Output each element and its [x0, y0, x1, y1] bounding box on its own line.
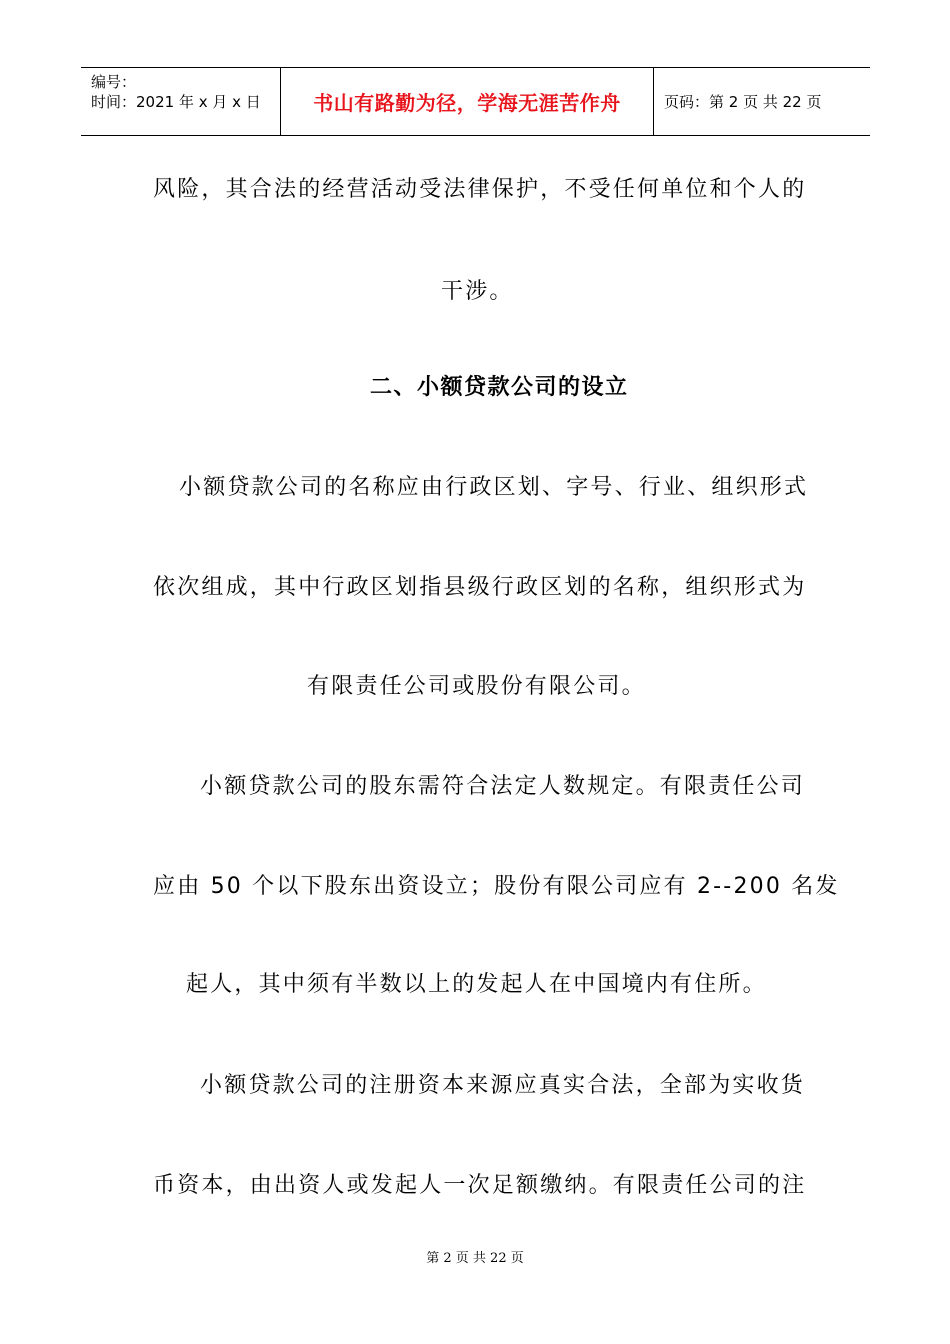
section-heading: 二、小额贷款公司的设立 [370, 375, 629, 400]
body-line-10: 小额贷款公司的注册资本来源应真实合法，全部为实收货 [200, 1073, 806, 1098]
body-line-11: 币资本，由出资人或发起人一次足额缴纳。有限责任公司的注 [153, 1173, 807, 1198]
body-line-6: 有限责任公司或股份有限公司。 [307, 674, 646, 699]
body-line-1: 风险，其合法的经营活动受法律保护，不受任何单位和个人的 [153, 177, 807, 202]
document-number-label: 编号： [91, 73, 137, 91]
page-footer: 第 2 页 共 22 页 [426, 1251, 524, 1266]
body-line-7: 小额贷款公司的股东需符合法定人数规定。有限责任公司 [200, 774, 806, 799]
body-line-2: 干涉。 [441, 279, 514, 304]
body-line-5: 依次组成，其中行政区划指县级行政区划的名称，组织形式为 [153, 575, 807, 600]
header-meta [81, 68, 281, 135]
document-header [81, 67, 870, 136]
header-motto: 书山有路勤为径，学海无涯苦作舟 [281, 68, 654, 135]
body-line-8: 应由 50 个以下股东出资设立；股份有限公司应有 2--200 名发 [153, 874, 840, 899]
document-date-label: 时间：2021 年 x 月 x 日 [91, 93, 261, 111]
header-page-info: 页码：第 2 页 共 22 页 [664, 93, 822, 111]
body-line-9: 起人，其中须有半数以上的发起人在中国境内有住所。 [186, 972, 767, 997]
body-line-4: 小额贷款公司的名称应由行政区划、字号、行业、组织形式 [179, 475, 809, 500]
